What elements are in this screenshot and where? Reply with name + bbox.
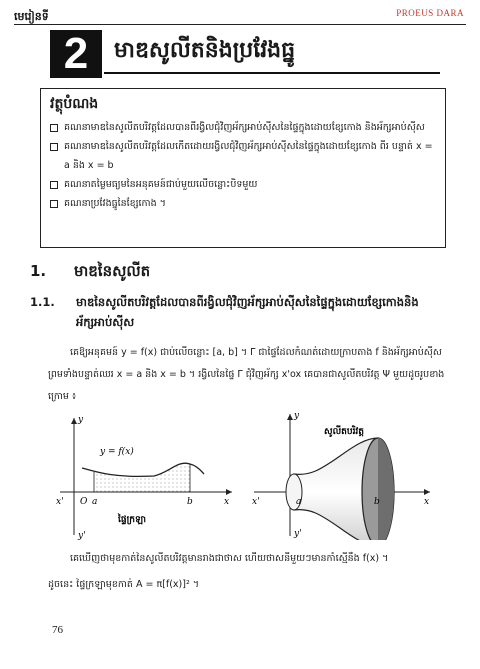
label-y: y [78,415,84,425]
top-rule [14,24,466,25]
solid-figure [250,400,440,540]
section-number: 1. [30,262,47,280]
objective-item: គណនាមាឌនៃសូលីតបរិវត្តដែលបានពីរង្វិលជុំវិញអ័ក្សអាប់ស៊ីសនៃផ្ទៃក្នុងដោយខ្សែកោង និងអ័ក្សអាប់ស៊ីស [48,118,438,137]
subsection-title: មាឌនៃសូលីតបរិវត្តដែលបានពីរង្វិលជុំវិញអ័ក្សអាប់ស៊ីសនៃផ្ទៃក្នុងដោយខ្សែកោងនិង អ័ក្សអាប់ស៊ីស [76,295,419,329]
chapter-rule [104,72,440,74]
objectives-title: វត្ថុបំណង [50,96,99,112]
section-title: មាឌនៃសូលីត [74,262,151,280]
label-b: b [187,497,193,507]
objective-item: គណនាមាឌនៃសូលីតបរិវត្តដែលកើតដោយរង្វិលជុំវិញអ័ក្សអាប់ស៊ីសនៃផ្ទៃក្នុងដោយខ្សែកោង ពីរ បន្ទាត់ x = a និង x = b [48,137,438,175]
label-a: a [296,497,302,507]
paragraph: គេឱ្យអនុគមន៍ y = f(x) ជាប់លើចន្លោះ [a, b] ។ Γ ជាផ្ទៃដែលកំណត់ដោយក្រាបតាង f និងអ័ក្សអាប់ស៊ីសព្រមទាំងបន្ទាត់ឈរ x = a និង x = b ។ រង្វិលនៃផ្ទៃ Γ ជុំវិញអ័ក្ស x'ox គេបានជាសូលីតបរិវត្ត Ψ មួយដូចរូបខាងក្រោម ៖ [48,347,445,402]
x-axis-arrow-icon [424,489,430,495]
shaded-region [94,463,190,492]
figure-caption: ផ្ទៃក្រឡា [118,515,146,525]
paragraph: ដូចនេះ ផ្ទៃក្រឡាមុខកាត់ A = π[f(x)]² ។ [48,579,200,590]
label-y-prime: y' [78,531,86,540]
y-axis-arrow-icon [287,414,293,420]
label-x: x [224,497,230,507]
paragraph: គេឃើញថាមុខកាត់នៃសូលីតបរិវត្តមានរាងជាថាស ហើយថាសនីមួយៗមានកាំស្មើនឹង f(x) ។ [70,553,389,564]
subsection-heading [30,292,430,332]
label-y: y [294,411,300,421]
label-x-prime: x' [252,497,260,507]
objective-item: គណនាតម្លៃមធ្យមនៃអនុគមន៍ជាប់មួយលើចន្លោះបិទមួយ [48,175,438,194]
brand-watermark: PROEUS DARA [396,8,464,18]
section-tag: មេរៀនទី [14,10,49,23]
objective-item: គណនាប្រវែងធ្នូនៃខ្សែកោង ។ [48,194,438,213]
label-a: a [92,497,98,507]
figure-caption: សូលីតបរិវត្ត [324,427,364,437]
label-origin: O [80,497,88,507]
area-figure [52,410,242,540]
subsection-number: 1.1. [30,295,55,309]
y-axis-arrow-icon [71,418,77,424]
disk-shadow [378,438,394,540]
chapter-title: មាឌសូលីតនិងប្រវែងធ្នូ [114,38,296,63]
label-x: x [424,497,430,507]
label-function: y = f(x) [100,447,134,457]
label-b: b [374,497,380,507]
objectives-list [48,118,438,213]
section-heading [30,262,150,284]
chapter-number: 2 [50,30,102,78]
x-axis-arrow-icon [226,489,232,495]
label-y-prime: y' [294,529,302,539]
label-x-prime: x' [56,497,64,507]
page-number: 76 [52,624,63,636]
